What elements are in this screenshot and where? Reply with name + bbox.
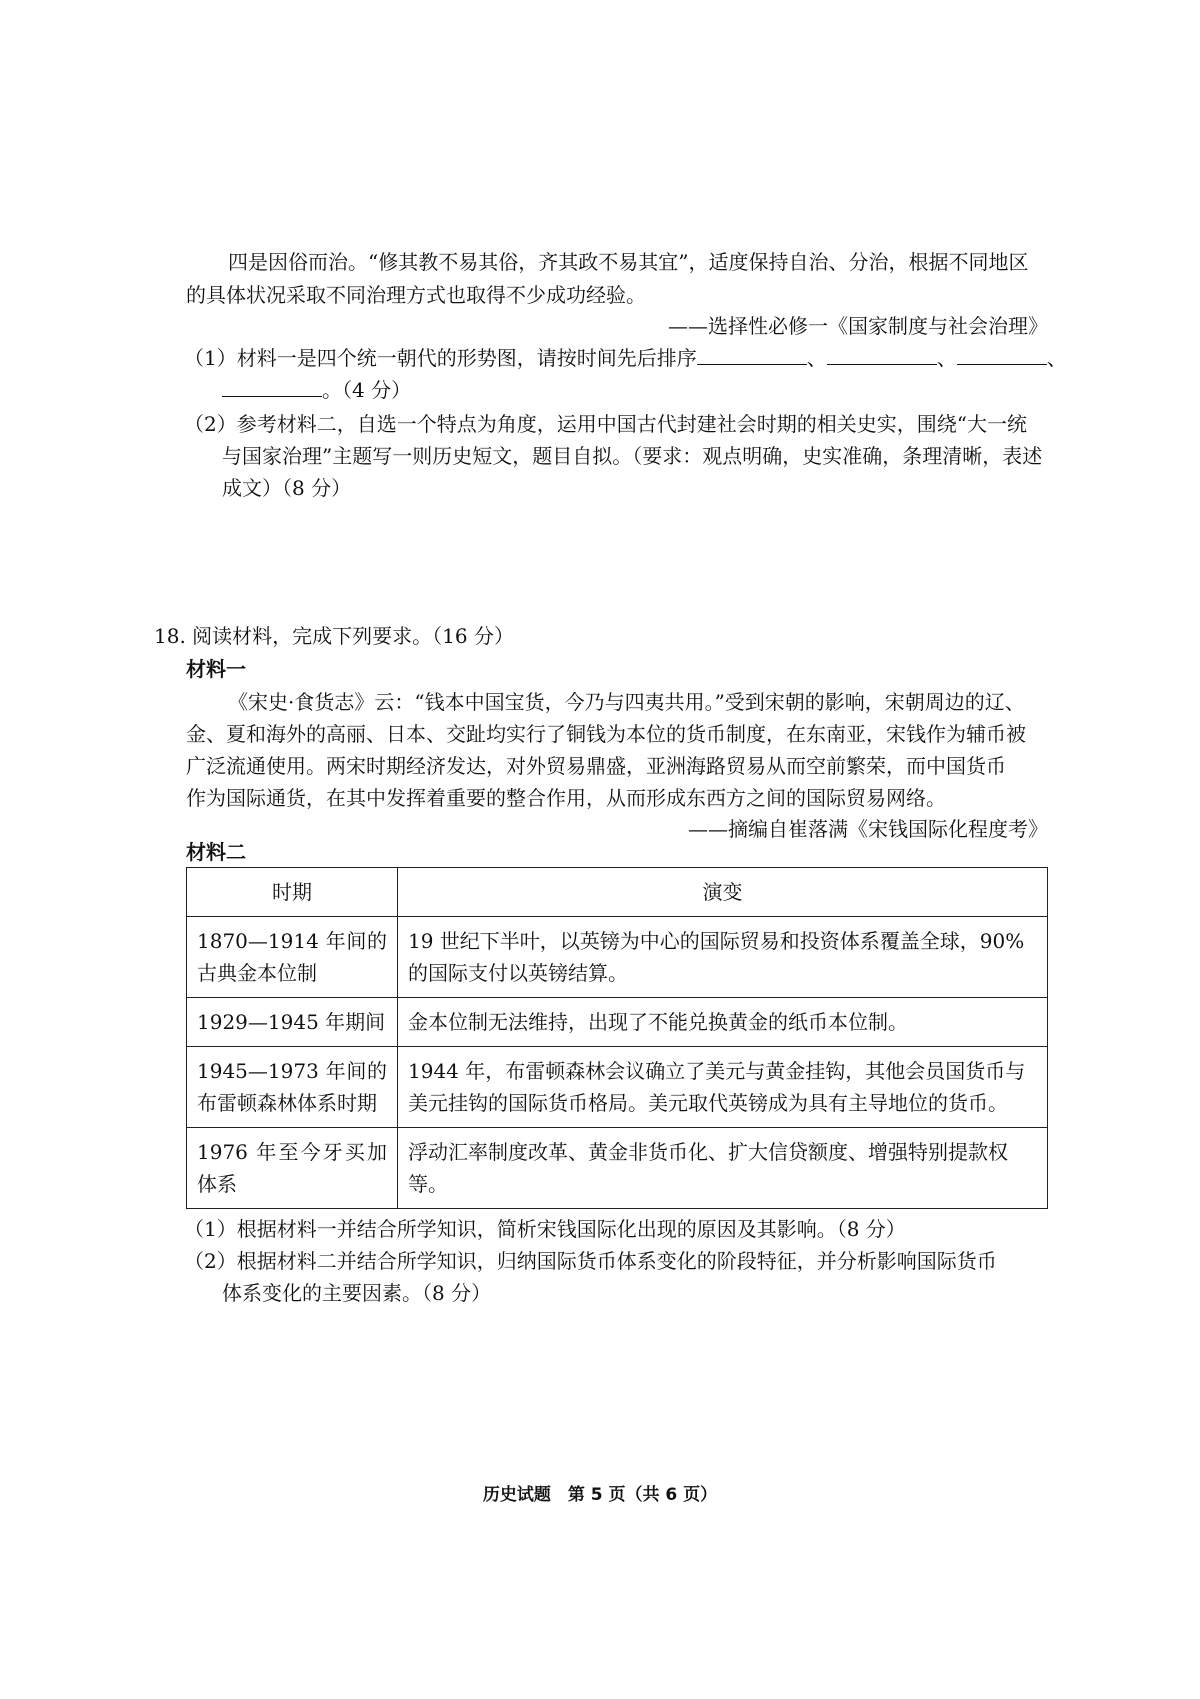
- material-line: 广泛流通使用。两宋时期经济发达，对外贸易鼎盛，亚洲海路贸易从而空前繁荣，而中国货币: [186, 754, 1006, 778]
- sub-question-2: （2）参考材料二，自选一个特点为角度，运用中国古代封建社会时期的相关史实，围绕“大一统: [184, 412, 1027, 436]
- material-label: 材料一: [186, 657, 246, 681]
- table-row: [187, 917, 1048, 998]
- score-text: 。（4 分）: [322, 378, 412, 402]
- table-cell-period: 1870—1914 年间的古典金本位制: [187, 917, 398, 998]
- table-row: [187, 1128, 1048, 1209]
- table-row: [187, 1047, 1048, 1128]
- paragraph-line: 的具体状况采取不同治理方式也取得不少成功经验。: [186, 283, 646, 307]
- sub-question-2: （2）根据材料二并结合所学知识，归纳国际货币体系变化的阶段特征，并分析影响国际货币: [184, 1249, 997, 1273]
- table-cell-change: 1944 年，布雷顿森林会议确立了美元与黄金挂钩，其他会员国货币与美元挂钩的国际货币格局。美元取代英镑成为具有主导地位的货币。: [398, 1047, 1048, 1128]
- answer-blank[interactable]: [957, 344, 1047, 365]
- table-cell-period: 1929—1945 年期间: [187, 998, 398, 1047]
- table-cell-change: 浮动汇率制度改革、黄金非货币化、扩大信贷额度、增强特别提款权等。: [398, 1128, 1048, 1209]
- separator: 、: [806, 346, 827, 370]
- sub-question-2-cont: 与国家治理”主题写一则历史短文，题目自拟。（要求：观点明确，史实准确，条理清晰，表述: [222, 444, 1043, 468]
- currency-table: [186, 867, 1048, 1209]
- sub-question-text: （1）材料一是四个统一朝代的形势图，请按时间先后排序: [184, 346, 697, 370]
- material-line: 《宋史·食货志》云：“钱本中国宝货，今乃与四夷共用。”受到宋朝的影响，宋朝周边的辽、: [228, 690, 1025, 714]
- page-footer: 历史试题 第 5 页（共 6 页）: [482, 1485, 718, 1505]
- material-line: 金、夏和海外的高丽、日本、交趾均实行了铜钱为本位的货币制度，在东南亚，宋钱作为辅币被: [186, 722, 1026, 746]
- question-title: 18. 阅读材料，完成下列要求。（16 分）: [154, 624, 514, 648]
- source-citation: ——摘编自崔落满《宋钱国际化程度考》: [688, 817, 1048, 841]
- table-header: 演变: [398, 868, 1048, 917]
- material-line: 作为国际通货，在其中发挥着重要的整合作用，从而形成东西方之间的国际贸易网络。: [186, 786, 946, 810]
- table-cell-change: 金本位制无法维持，出现了不能兑换黄金的纸币本位制。: [398, 998, 1048, 1047]
- source-citation: ——选择性必修一《国家制度与社会治理》: [668, 314, 1048, 338]
- table-header: 时期: [187, 868, 398, 917]
- sub-question-2-cont: 成文）（8 分）: [222, 476, 352, 500]
- table-cell-change: 19 世纪下半叶，以英镑为中心的国际贸易和投资体系覆盖全球，90%的国际支付以英镑结算。: [398, 917, 1048, 998]
- answer-blank[interactable]: [697, 344, 807, 365]
- paragraph-line: 四是因俗而治。“修其教不易其俗，齐其政不易其宜”，适度保持自治、分治，根据不同地区: [228, 250, 1029, 274]
- table-cell-period: 1945—1973 年间的布雷顿森林体系时期: [187, 1047, 398, 1128]
- table-cell-period: 1976 年至今牙买加体系: [187, 1128, 398, 1209]
- sub-question-1: （1）根据材料一并结合所学知识，简析宋钱国际化出现的原因及其影响。（8 分）: [184, 1217, 906, 1241]
- sub-question-2-cont: 体系变化的主要因素。（8 分）: [222, 1281, 492, 1305]
- separator: 、: [1046, 346, 1067, 370]
- sub-question-1-cont: [222, 376, 411, 404]
- answer-blank[interactable]: [827, 344, 937, 365]
- material-label: 材料二: [186, 840, 246, 864]
- sub-question-1: [184, 344, 1067, 372]
- table-header-row: [187, 868, 1048, 917]
- separator: 、: [936, 346, 957, 370]
- table-row: [187, 998, 1048, 1047]
- answer-blank[interactable]: [222, 376, 322, 397]
